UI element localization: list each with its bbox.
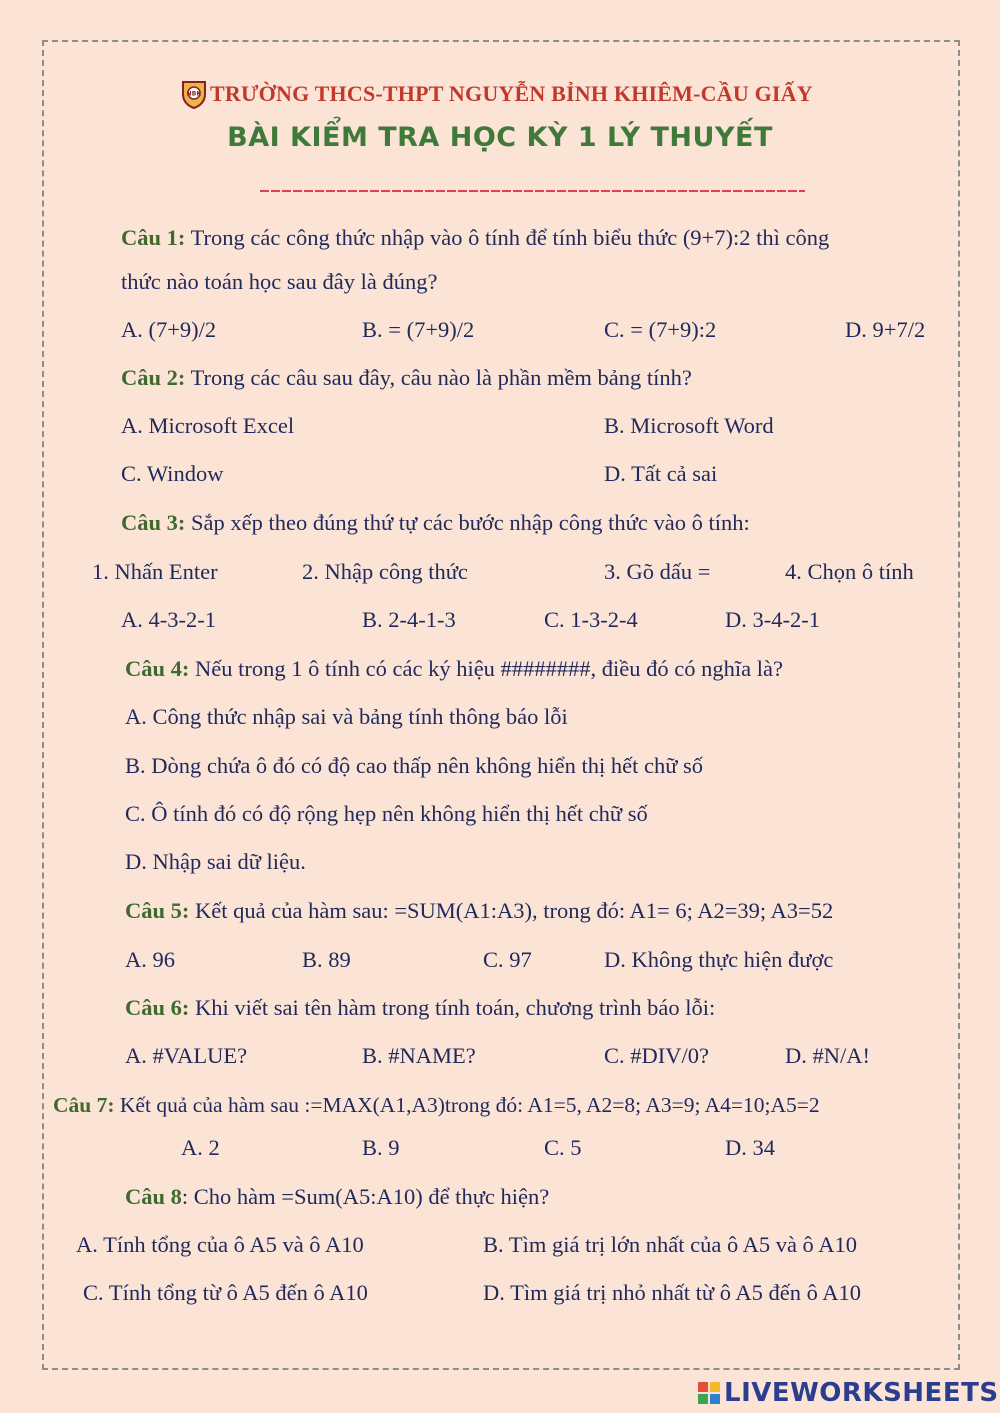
answer-option[interactable]: B. 9	[362, 1135, 400, 1160]
answer-option[interactable]: D. 3-4-2-1	[725, 607, 820, 632]
question-label: Câu 2:	[121, 365, 186, 390]
answer-option[interactable]: D. Không thực hiện được	[604, 947, 834, 972]
step-item: 1. Nhấn Enter	[92, 559, 218, 584]
answer-option[interactable]: A. #VALUE?	[125, 1043, 248, 1068]
answer-option[interactable]: D. 34	[725, 1135, 775, 1160]
school-header	[180, 78, 860, 110]
question-7	[53, 1090, 820, 1120]
answer-option[interactable]: D. #N/A!	[785, 1043, 870, 1068]
answer-option[interactable]: C. 1-3-2-4	[544, 607, 638, 632]
answer-option[interactable]: A. (7+9)/2	[121, 317, 217, 342]
question-text: Trong các câu sau đây, câu nào là phần mềm bảng tính?	[185, 365, 692, 390]
brand-name: LIVEWORKSHEETS	[724, 1378, 999, 1408]
answer-option[interactable]: D. Tìm giá trị nhỏ nhất từ ô A5 đến ô A10	[483, 1280, 862, 1305]
page-title: BÀI KIỂM TRA HỌC KỲ 1 LÝ THUYẾT	[227, 122, 773, 153]
answer-option[interactable]: D. 9+7/2	[845, 317, 926, 342]
answer-option[interactable]: B. 89	[302, 947, 351, 972]
question-text: : Cho hàm =Sum(A5:A10) để thực hiện?	[181, 1184, 550, 1209]
step-item: 3. Gõ dấu =	[604, 559, 711, 584]
question-text: Kết quả của hàm sau :=MAX(A1,A3)trong đó: A1=5, A2=8; A3=9; A4=10;A5=2	[114, 1093, 820, 1117]
answer-option[interactable]: C. Ô tính đó có độ rộng hẹp nên không hiển thị hết chữ số	[125, 801, 648, 826]
question-6	[125, 993, 715, 1023]
answer-option[interactable]: B. 2-4-1-3	[362, 607, 456, 632]
question-text: Nếu trong 1 ô tính có các ký hiệu ########, điều đó có nghĩa là?	[189, 656, 783, 681]
question-label: Câu 7:	[53, 1093, 115, 1117]
question-text: Khi viết sai tên hàm trong tính toán, chương trình báo lỗi:	[189, 995, 716, 1020]
question-8	[125, 1182, 549, 1212]
answer-option[interactable]: C. #DIV/0?	[604, 1043, 709, 1068]
question-label: Câu 1:	[121, 225, 186, 250]
question-1	[121, 223, 829, 253]
question-label: Câu 6:	[125, 995, 190, 1020]
answer-option[interactable]: D. Nhập sai dữ liệu.	[125, 849, 306, 874]
answer-option[interactable]: B. Microsoft Word	[604, 413, 774, 438]
answer-option[interactable]: A. 96	[125, 947, 175, 972]
question-2	[121, 363, 692, 393]
answer-option[interactable]: C. 5	[544, 1135, 582, 1160]
answer-option[interactable]: A. 4-3-2-1	[121, 607, 216, 632]
question-text: Trong các công thức nhập vào ô tính để tính biểu thức (9+7):2 thì công	[185, 225, 830, 250]
answer-option[interactable]: B. Dòng chứa ô đó có độ cao thấp nên không hiển thị hết chữ số	[125, 753, 704, 778]
question-4	[125, 654, 783, 684]
liveworksheets-icon	[698, 1382, 720, 1404]
question-1-line-2: thức nào toán học sau đây là đúng?	[121, 269, 438, 294]
answer-option[interactable]: C. = (7+9):2	[604, 317, 717, 342]
step-item: 4. Chọn ô tính	[785, 559, 914, 584]
school-logo-icon	[180, 79, 208, 109]
question-text: Sắp xếp theo đúng thứ tự các bước nhập công thức vào ô tính:	[185, 510, 750, 535]
answer-option[interactable]: D. Tất cả sai	[604, 461, 718, 486]
answer-option[interactable]: C. Window	[121, 461, 224, 486]
answer-option[interactable]: C. 97	[483, 947, 532, 972]
answer-option[interactable]: B. = (7+9)/2	[362, 317, 475, 342]
liveworksheets-logo	[698, 1378, 999, 1408]
answer-option[interactable]: A. Tính tổng của ô A5 và ô A10	[76, 1232, 364, 1257]
title-divider	[260, 179, 805, 193]
question-label: Câu 4:	[125, 656, 190, 681]
svg-text:NBK: NBK	[186, 90, 202, 98]
question-label: Câu 5:	[125, 898, 190, 923]
answer-option[interactable]: A. 2	[181, 1135, 220, 1160]
answer-option[interactable]: C. Tính tổng từ ô A5 đến ô A10	[83, 1280, 368, 1305]
question-text: Kết quả của hàm sau: =SUM(A1:A3), trong đó: A1= 6; A2=39; A3=52	[189, 898, 834, 923]
answer-option[interactable]: A. Microsoft Excel	[121, 413, 295, 438]
question-label: Câu 8	[125, 1184, 182, 1209]
answer-option[interactable]: B. #NAME?	[362, 1043, 476, 1068]
school-name: TRƯỜNG THCS-THPT NGUYỄN BỈNH KHIÊM-CẦU GIẤY	[210, 81, 813, 106]
question-3	[121, 508, 750, 538]
step-item: 2. Nhập công thức	[302, 559, 468, 584]
answer-option[interactable]: B. Tìm giá trị lớn nhất của ô A5 và ô A10	[483, 1232, 857, 1257]
question-5	[125, 896, 833, 926]
question-label: Câu 3:	[121, 510, 186, 535]
answer-option[interactable]: A. Công thức nhập sai và bảng tính thông báo lỗi	[125, 704, 568, 729]
